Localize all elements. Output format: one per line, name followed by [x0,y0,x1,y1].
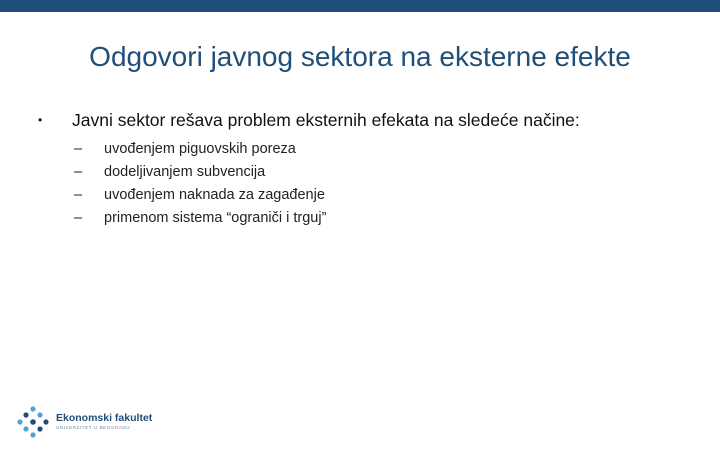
sub-bullet-item [36,161,696,184]
dash-marker: – [74,210,83,226]
sub-bullet-text: uvođenjem piguovskih poreza [104,141,296,157]
dash-marker: – [74,187,83,203]
logo-name: Ekonomski fakultet [56,412,153,424]
slide-title: Odgovori javnog sektora na eksterne efekte [89,41,631,72]
dash-marker: – [74,164,83,180]
sub-bullet-text: uvođenjem naknada za zagađenje [104,187,325,203]
sub-bullet-item [36,138,696,161]
sub-bullet-text: primenom sistema “ograniči i trguj” [104,210,327,226]
bullet-text: Javni sektor rešava problem eksternih efekata na sledeće načine: [72,110,580,130]
logo-dots-icon [16,405,50,439]
top-accent-bar [0,0,720,12]
sub-bullet-list [36,138,696,230]
sub-bullet-item [36,207,696,230]
logo-subtitle: UNIVERZITET U BEOGRADU [56,425,131,430]
dash-marker: – [74,141,83,157]
slide-content [36,108,696,230]
bullet-item [36,108,696,132]
faculty-logo [16,405,152,439]
bullet-marker: • [38,113,43,127]
sub-bullet-item [36,184,696,207]
sub-bullet-text: dodeljivanjem subvencija [104,164,266,180]
logo-text [56,412,152,432]
